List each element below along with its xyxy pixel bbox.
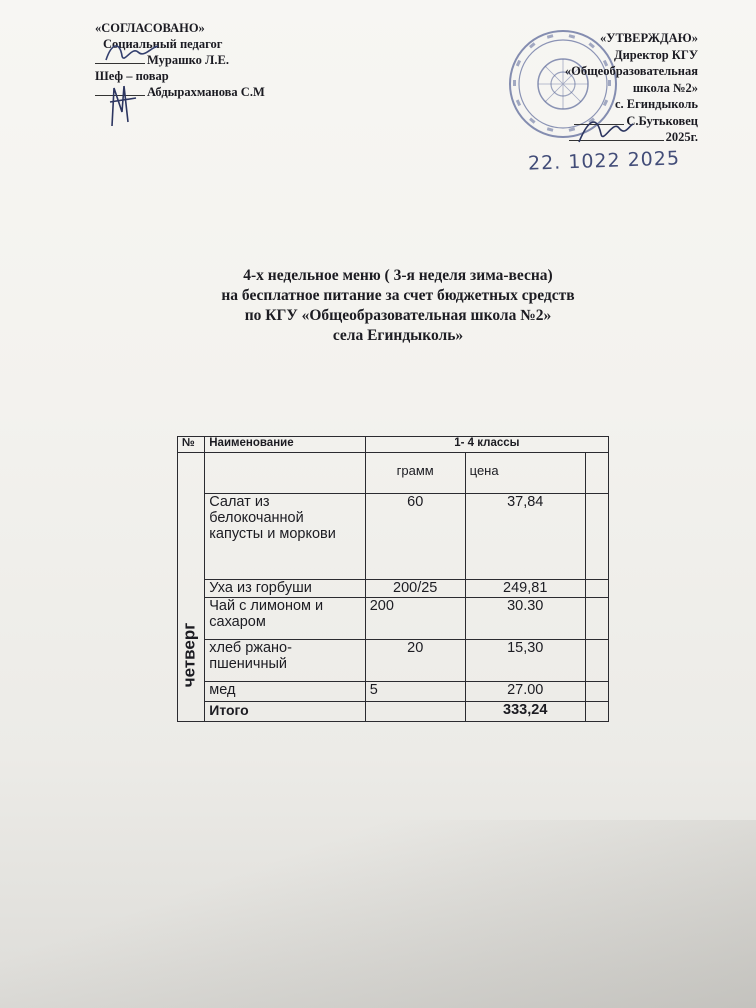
title-line-2: на бесплатное питание за счет бюджетных средств xyxy=(221,287,575,304)
signature-mark-3 xyxy=(575,114,635,148)
approval-right-village: с. Егиндыколь xyxy=(614,97,698,111)
item-grams: 200 xyxy=(365,598,465,640)
item-grams: 20 xyxy=(365,640,465,682)
item-name: мед xyxy=(205,682,365,702)
approval-left-position-2: Шеф – повар xyxy=(95,69,169,83)
table-row xyxy=(178,598,609,640)
subheader-price: цена xyxy=(465,453,585,494)
header-name: Наименование xyxy=(205,437,365,453)
total-price: 333,24 xyxy=(465,702,585,722)
item-grams: 5 xyxy=(365,682,465,702)
subheader-grams: грамм xyxy=(365,453,465,494)
total-label: Итого xyxy=(205,702,365,722)
table-row xyxy=(178,640,609,682)
approval-right-position: Директор КГУ xyxy=(614,47,698,62)
document-title xyxy=(178,266,618,346)
day-label: четверг xyxy=(179,622,199,688)
item-grams: 60 xyxy=(365,494,465,580)
handwritten-date: 22. 1022 2025 xyxy=(527,147,681,175)
signature-mark-1 xyxy=(102,38,162,68)
item-name: хлеб ржано-пшеничный xyxy=(205,640,365,682)
item-extra xyxy=(585,494,608,580)
total-grams-empty xyxy=(365,702,465,722)
item-price: 249,81 xyxy=(465,580,585,598)
item-extra xyxy=(585,598,608,640)
signature-mark-2 xyxy=(106,82,142,130)
item-name: Уха из горбуши xyxy=(205,580,365,598)
page-shadow xyxy=(0,820,756,1008)
total-row xyxy=(178,702,609,722)
approval-right-org-2: школа №2» xyxy=(632,80,698,95)
menu-table xyxy=(177,436,609,722)
item-name: Чай с лимоном и сахаром xyxy=(205,598,365,640)
total-extra xyxy=(585,702,608,722)
title-line-3: по КГУ «Общеобразовательная школа №2» xyxy=(244,307,552,324)
table-row xyxy=(178,494,609,580)
item-price: 15,30 xyxy=(465,640,585,682)
item-extra xyxy=(585,682,608,702)
approval-right-year: 2025г. xyxy=(665,130,698,144)
day-cell xyxy=(178,453,205,722)
item-extra xyxy=(585,640,608,682)
table-row xyxy=(178,682,609,702)
approval-right-heading: «УТВЕРЖДАЮ» xyxy=(600,31,698,45)
item-price: 30.30 xyxy=(465,598,585,640)
table-header-row xyxy=(178,437,609,453)
approval-right-org-1: «Общеобразовательная xyxy=(564,64,698,78)
header-number: № xyxy=(178,437,205,453)
table-row xyxy=(178,580,609,598)
item-price: 37,84 xyxy=(465,494,585,580)
subheader-empty xyxy=(205,453,365,494)
subheader-extra xyxy=(585,453,608,494)
title-line-1: 4-х недельное меню ( 3-я неделя зима-весна) xyxy=(243,267,553,284)
approval-left-name-1: Мурашко Л.Е. xyxy=(147,53,229,67)
item-grams: 200/25 xyxy=(365,580,465,598)
approval-left-heading: «СОГЛАСОВАНО» xyxy=(95,21,205,35)
item-extra xyxy=(585,580,608,598)
table-subheader-row xyxy=(178,453,609,494)
item-name: Салат из белокочанной капусты и моркови xyxy=(205,494,365,580)
item-price: 27.00 xyxy=(465,682,585,702)
approval-left-name-2: Абдырахманова С.М xyxy=(147,85,265,99)
approval-left-position: Социальный педагог xyxy=(103,37,223,51)
approval-right-name: С.Бутьковец xyxy=(626,113,698,128)
title-line-4: села Егиндыколь» xyxy=(332,327,464,344)
header-classes: 1- 4 классы xyxy=(365,437,608,453)
